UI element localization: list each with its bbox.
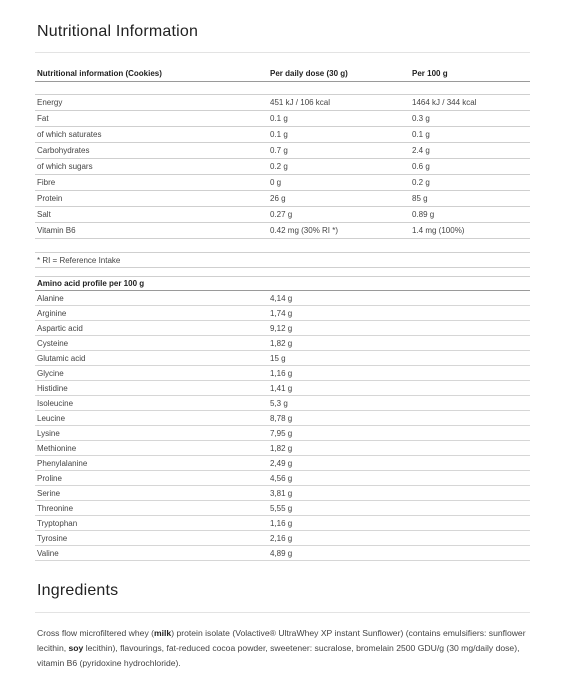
nutrition-spacer-row xyxy=(35,82,530,95)
amino-acid-name: Aspartic acid xyxy=(35,321,268,336)
amino-acid-name: Glycine xyxy=(35,366,268,381)
nutrient-value: 0.27 g xyxy=(268,207,410,223)
amino-acid-name: Leucine xyxy=(35,411,268,426)
nutrient-value: 0.6 g xyxy=(410,159,530,175)
nutrition-header-row xyxy=(35,65,530,82)
amino-acid-name: Tryptophan xyxy=(35,516,268,531)
amino-acid-name: Phenylalanine xyxy=(35,456,268,471)
table-row xyxy=(35,336,530,351)
amino-acid-value: 8,78 g xyxy=(268,411,530,426)
amino-acid-value: 1,82 g xyxy=(268,441,530,456)
nutrient-name: of which saturates xyxy=(35,127,268,143)
amino-acid-name: Valine xyxy=(35,546,268,561)
allergen-text: milk xyxy=(154,628,172,638)
table-row xyxy=(35,546,530,561)
allergen-text: soy xyxy=(68,643,84,653)
nutrient-value: 1.4 mg (100%) xyxy=(410,223,530,239)
nutrition-table xyxy=(35,65,530,239)
amino-acid-name: Serine xyxy=(35,486,268,501)
amino-acid-table xyxy=(35,277,530,561)
table-row xyxy=(35,381,530,396)
amino-acid-name: Cysteine xyxy=(35,336,268,351)
nutrient-name: of which sugars xyxy=(35,159,268,175)
table-row xyxy=(35,291,530,306)
table-row xyxy=(35,456,530,471)
table-row xyxy=(35,321,530,336)
amino-header-row xyxy=(35,277,530,291)
table-row xyxy=(35,486,530,501)
amino-acid-value: 1,16 g xyxy=(268,516,530,531)
nutrition-header-cell: Per daily dose (30 g) xyxy=(268,65,410,82)
nutrient-name: Fat xyxy=(35,111,268,127)
table-row xyxy=(35,396,530,411)
table-row xyxy=(35,306,530,321)
table-row xyxy=(35,366,530,381)
ingredient-text: lecithin), flavourings, fat-reduced cocoa powder, sweetener: sucralose, bromelain 2500 GDU/g (30 mg/daily dose), vitamin B6 (pyridoxine hydrochloride). xyxy=(37,643,520,668)
ingredients-text xyxy=(37,626,532,671)
nutrient-value: 0 g xyxy=(268,175,410,191)
ingredients-divider xyxy=(35,612,530,613)
amino-acid-value: 4,56 g xyxy=(268,471,530,486)
table-row xyxy=(35,351,530,366)
nutrient-value: 0.1 g xyxy=(268,111,410,127)
table-row xyxy=(35,223,530,239)
note-gap-row xyxy=(35,270,530,277)
nutrient-value: 0.2 g xyxy=(268,159,410,175)
ingredient-text: Cross flow microfiltered whey ( xyxy=(37,628,154,638)
amino-acid-name: Tyrosine xyxy=(35,531,268,546)
nutrient-name: Energy xyxy=(35,95,268,111)
nutrient-value: 2.4 g xyxy=(410,143,530,159)
note-table xyxy=(35,252,530,268)
nutrient-value: 1464 kJ / 344 kcal xyxy=(410,95,530,111)
amino-acid-value: 1,41 g xyxy=(268,381,530,396)
nutrient-name: Fibre xyxy=(35,175,268,191)
table-row xyxy=(35,501,530,516)
ingredient-text: ) protein isolate (Volactive® UltraWhey XP instant Sunflower) (contains emulsifiers: sunflower lecithin, xyxy=(37,628,526,653)
table-row xyxy=(35,191,530,207)
note-row xyxy=(35,253,530,268)
table-row xyxy=(35,95,530,111)
amino-acid-value: 2,49 g xyxy=(268,456,530,471)
nutrition-header-cell: Nutritional information (Cookies) xyxy=(35,65,268,82)
nutrient-value: 0.1 g xyxy=(268,127,410,143)
table-row xyxy=(35,411,530,426)
nutrient-name: Salt xyxy=(35,207,268,223)
amino-acid-value: 4,14 g xyxy=(268,291,530,306)
amino-acid-name: Arginine xyxy=(35,306,268,321)
ingredients-title: Ingredients xyxy=(37,582,119,599)
nutrient-value: 0.42 mg (30% RI *) xyxy=(268,223,410,239)
nutrient-value: 0.3 g xyxy=(410,111,530,127)
amino-acid-value: 1,16 g xyxy=(268,366,530,381)
table-row xyxy=(35,516,530,531)
amino-acid-name: Glutamic acid xyxy=(35,351,268,366)
amino-acid-name: Histidine xyxy=(35,381,268,396)
amino-acid-value: 4,89 g xyxy=(268,546,530,561)
amino-acid-name: Isoleucine xyxy=(35,396,268,411)
amino-acid-value: 15 g xyxy=(268,351,530,366)
amino-acid-value: 7,95 g xyxy=(268,426,530,441)
amino-acid-value: 5,3 g xyxy=(268,396,530,411)
table-row xyxy=(35,175,530,191)
table-row xyxy=(35,441,530,456)
nutrition-header-cell: Per 100 g xyxy=(410,65,530,82)
reference-intake-note: * RI = Reference Intake xyxy=(35,253,530,268)
table-row xyxy=(35,471,530,486)
amino-acid-name: Threonine xyxy=(35,501,268,516)
nutrient-value: 0.89 g xyxy=(410,207,530,223)
nutrient-name: Protein xyxy=(35,191,268,207)
nutrient-value: 0.1 g xyxy=(410,127,530,143)
nutrient-value: 451 kJ / 106 kcal xyxy=(268,95,410,111)
amino-acid-value: 1,74 g xyxy=(268,306,530,321)
amino-acid-value: 2,16 g xyxy=(268,531,530,546)
amino-acid-value: 3,81 g xyxy=(268,486,530,501)
table-row xyxy=(35,111,530,127)
nutrient-name: Carbohydrates xyxy=(35,143,268,159)
amino-acid-value: 9,12 g xyxy=(268,321,530,336)
table-row xyxy=(35,207,530,223)
amino-acid-name: Methionine xyxy=(35,441,268,456)
amino-acid-value: 5,55 g xyxy=(268,501,530,516)
nutrient-value: 0.7 g xyxy=(268,143,410,159)
amino-acid-name: Lysine xyxy=(35,426,268,441)
amino-acid-name: Proline xyxy=(35,471,268,486)
amino-acid-name: Alanine xyxy=(35,291,268,306)
amino-header-cell: Amino acid profile per 100 g xyxy=(35,277,268,291)
table-row xyxy=(35,143,530,159)
nutrient-value: 26 g xyxy=(268,191,410,207)
nutrient-value: 85 g xyxy=(410,191,530,207)
title-divider xyxy=(35,52,530,53)
table-row xyxy=(35,426,530,441)
nutrient-value: 0.2 g xyxy=(410,175,530,191)
table-row xyxy=(35,531,530,546)
nutrient-name: Vitamin B6 xyxy=(35,223,268,239)
table-row xyxy=(35,159,530,175)
amino-acid-value: 1,82 g xyxy=(268,336,530,351)
nutrition-title: Nutritional Information xyxy=(37,23,199,40)
table-row xyxy=(35,127,530,143)
